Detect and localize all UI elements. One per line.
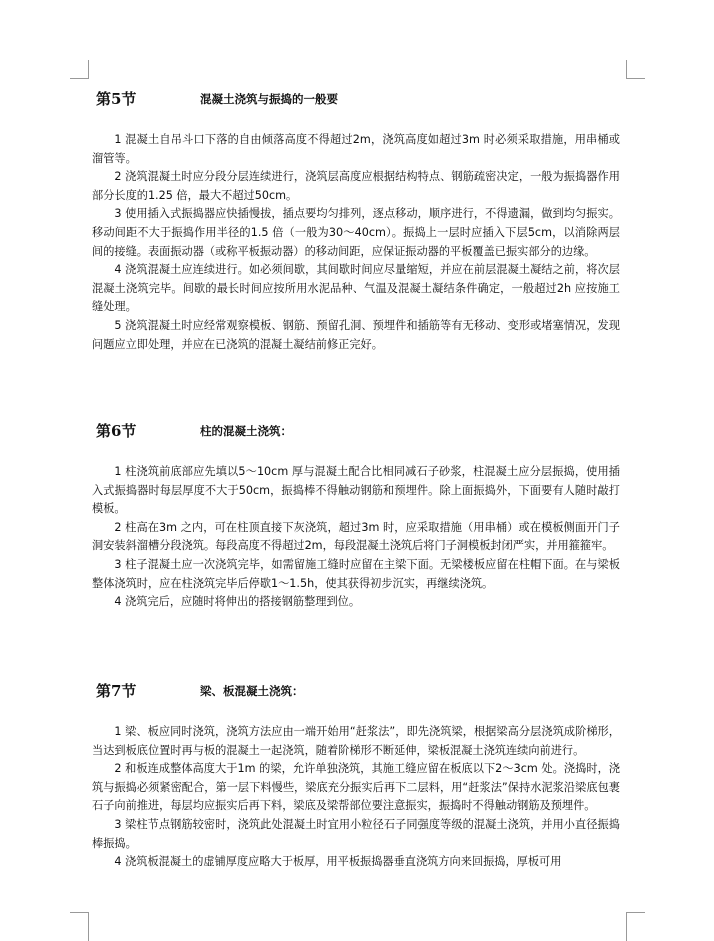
paragraph: 3 梁柱节点钢筋较密时，浇筑此处混凝土时宜用小粒径石子同强度等级的混凝土浇筑，并用小直径振捣棒振捣。 [92, 817, 620, 850]
paragraph: 2 和板连成整体高度大于1m 的梁，允许单独浇筑，其施工缝应留在板底以下2～3cm 处。浇捣时，浇筑与振捣必须紧密配合，第一层下料慢些，梁底充分振实后再下二层料，用“赶浆法”保持水泥浆沿梁底包裹石子向前推进，每层均应振实后再下料，梁底及梁帮部位要注意振实，振捣时不得触动钢筋及预埋件。 [92, 762, 620, 813]
paragraph: 2 柱高在3m 之内，可在柱顶直接下灰浇筑，超过3m 时，应采取措施（用串桶）或在模板侧面开门子洞安装斜溜槽分段浇筑。每段高度不得超过2m，每段混凝土浇筑后将门子洞模板封闭严实，并用箍箍牢。 [92, 520, 620, 553]
section-title: 混凝土浇筑与振捣的一般要 [200, 92, 338, 106]
section-7 [92, 680, 620, 872]
section-number: 第7节 [96, 682, 137, 700]
paragraph: 5 浇筑混凝土时应经常观察模板、钢筋、预留孔洞、预埋件和插筋等有无移动、变形或堵塞情况，发现问题应立即处理，并应在已浇筑的混凝土凝结前修正完好。 [92, 318, 620, 351]
section-title: 梁、板混凝土浇筑： [200, 684, 304, 698]
paragraph: 3 使用插入式振捣器应快插慢拔，插点要均匀排列，逐点移动，顺序进行，不得遗漏，做到均匀振实。移动间距不大于振捣作用半径的1.5 倍（一般为30～40cm）。振捣上一层时应插入下层5cm，以消除两层间的接缝。表面振动器（或称平板振动器）的移动间距，应保证振动器的平板覆盖已振实部分的边缘。 [92, 207, 620, 258]
paragraph: 2 浇筑混凝土时应分段分层连续进行，浇筑层高度应根据结构特点、钢筋疏密决定，一般为振捣器作用部分长度的1.25 倍，最大不超过50cm。 [92, 170, 620, 202]
section-number: 第5节 [96, 90, 137, 108]
section-5 [92, 88, 620, 354]
section-number: 第6节 [96, 422, 137, 440]
page-corner-mark-top-right [626, 60, 645, 79]
section-title: 柱的混凝土浇筑： [200, 424, 292, 438]
section-heading [92, 88, 620, 110]
page-corner-mark-bottom-left [70, 912, 89, 941]
paragraph: 1 柱浇筑前底部应先填以5～10cm 厚与混凝土配合比相同减石子砂浆，柱混凝土应分层振捣，使用插入式振捣器时每层厚度不大于50cm，振捣棒不得触动钢筋和预埋件。除上面振捣外，下面要有人随时敲打模板。 [92, 465, 620, 516]
section-heading [92, 680, 620, 702]
section-heading [92, 420, 620, 442]
paragraph: 1 梁、板应同时浇筑，浇筑方法应由一端开始用“赶浆法”，即先浇筑梁，根据梁高分层浇筑成阶梯形，当达到板底位置时再与板的混凝土一起浇筑，随着阶梯形不断延伸，梁板混凝土浇筑连续向前进行。 [92, 725, 620, 757]
page-corner-mark-bottom-right [626, 912, 645, 941]
paragraph: 1 混凝土自吊斗口下落的自由倾落高度不得超过2m，浇筑高度如超过3m 时必须采取措施，用串桶或溜管等。 [92, 133, 620, 165]
section-6 [92, 420, 620, 612]
paragraph: 4 浇筑混凝土应连续进行。如必须间歇，其间歇时间应尽量缩短，并应在前层混凝土凝结之前，将次层混凝土浇筑完毕。间歇的最长时间应按所用水泥品种、气温及混凝土凝结条件确定，一般超过2h 应按施工缝处理。 [92, 263, 620, 314]
page-corner-mark-top-left [70, 60, 89, 79]
paragraph: 4 浇筑板混凝土的虚铺厚度应略大于板厚，用平板振捣器垂直浇筑方向来回振捣，厚板可用 [114, 855, 562, 869]
paragraph: 3 柱子混凝土应一次浇筑完毕，如需留施工缝时应留在主梁下面。无梁楼板应留在柱帽下面。在与梁板整体浇筑时，应在柱浇筑完毕后停歇1～1.5h，使其获得初步沉实，再继续浇筑。 [92, 557, 620, 590]
paragraph: 4 浇筑完后，应随时将伸出的搭接钢筋整理到位。 [114, 595, 361, 609]
